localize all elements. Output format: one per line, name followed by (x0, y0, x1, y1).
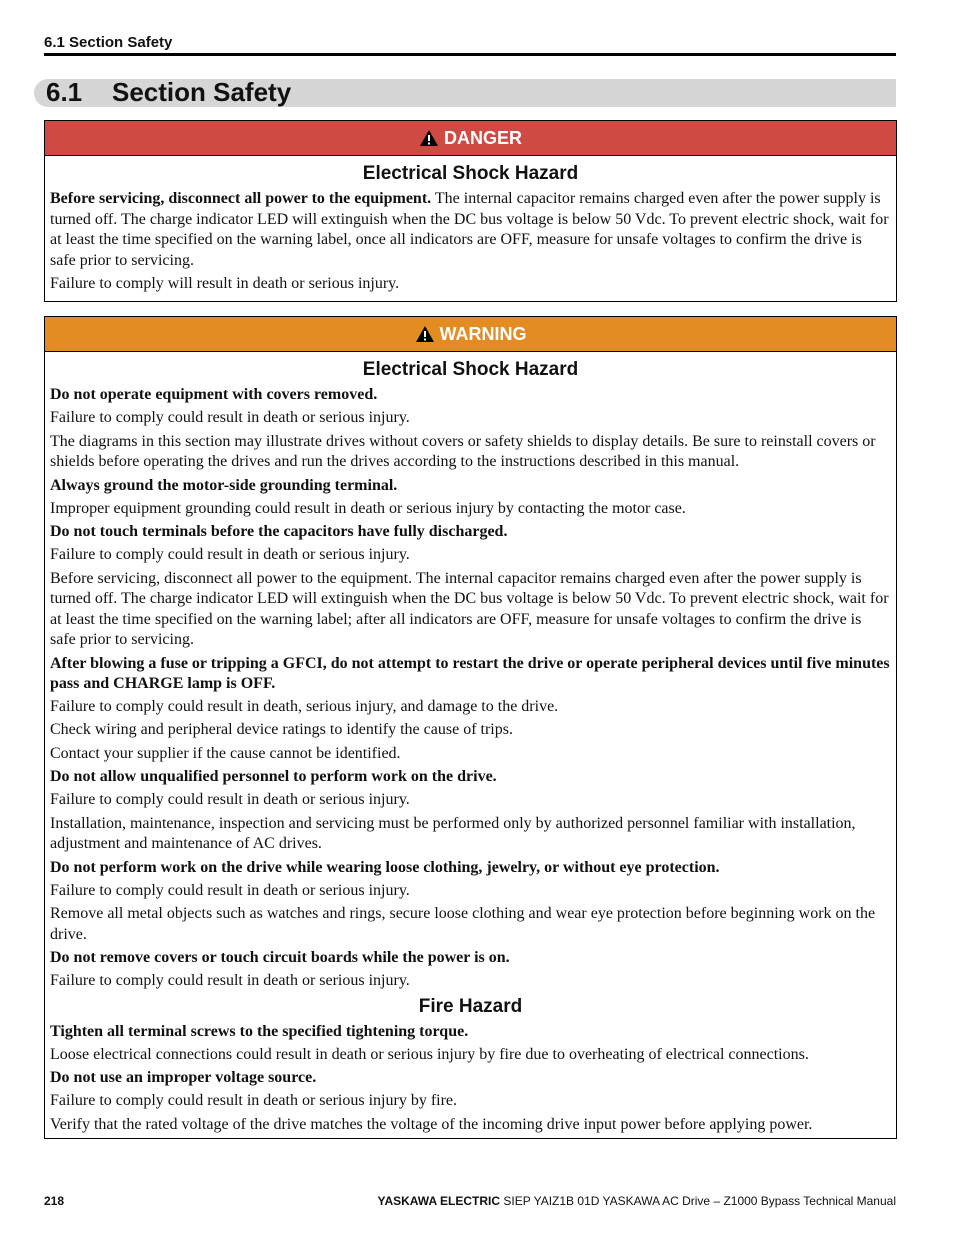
safety-instruction: Do not operate equipment with covers removed. (50, 386, 378, 403)
fire-hazard-content (45, 1022, 896, 1136)
safety-instruction: Do not allow unqualified personnel to perform work on the drive. (50, 768, 497, 785)
danger-bold-lead: Before servicing, disconnect all power to the equipment. (50, 190, 432, 207)
safety-detail: Before servicing, disconnect all power to the equipment. The internal capacitor remains charged even after the power supply is turned off. The charge indicator LED will extinguish when the DC bus voltage is below 50 Vdc. To prevent electric shock, wait for at least the time specified on the warning label; after all indicators are OFF, measure for unsafe voltages to confirm the drive is safe prior to servicing. (50, 569, 889, 648)
section-number: 6.1 (46, 77, 83, 107)
electrical-hazard-title: Electrical Shock Hazard (362, 359, 579, 380)
safety-instruction: Do not use an improper voltage source. (50, 1069, 317, 1086)
warning-triangle-icon (415, 325, 435, 343)
footer-doc-info (378, 1194, 896, 1208)
safety-detail: Contact your supplier if the cause cannot be identified. (50, 744, 401, 762)
safety-detail: Failure to comply could result in death or serious injury. (50, 791, 410, 808)
safety-detail: Failure to comply could result in death or serious injury. (50, 409, 410, 426)
warning-box (44, 316, 897, 1139)
danger-consequence: Failure to comply will result in death or serious injury. (50, 275, 400, 292)
safety-instruction: Do not remove covers or touch circuit boards while the power is on. (50, 949, 510, 966)
electrical-hazard-content (45, 385, 896, 992)
safety-detail: Failure to comply could result in death or serious injury by fire. (50, 1092, 458, 1109)
safety-detail: Failure to comply could result in death or serious injury. (50, 881, 410, 899)
section-heading (46, 77, 291, 108)
safety-detail: Verify that the rated voltage of the drive matches the voltage of the incoming drive input power before applying power. (50, 1115, 813, 1133)
safety-instruction: Always ground the motor-side grounding terminal. (50, 476, 398, 494)
safety-detail: Failure to comply could result in death or serious injury. (50, 972, 410, 989)
footer-doc-title: SIEP YAIZ1B 01D YASKAWA AC Drive – Z1000 Bypass Technical Manual (500, 1194, 896, 1208)
danger-hazard-title: Electrical Shock Hazard (362, 163, 579, 184)
safety-detail: The diagrams in this section may illustrate drives without covers or safety shields to display details. Be sure to reinstall covers or shields before operating the drives and run the drives according to the instructions described in this manual. (50, 432, 876, 470)
danger-header (45, 121, 896, 156)
page-number: 218 (44, 1194, 65, 1208)
safety-instruction: Do not perform work on the drive while wearing loose clothing, jewelry, or without eye protection. (50, 858, 720, 876)
section-title: Section Safety (112, 77, 292, 107)
safety-instruction: Do not touch terminals before the capacitors have fully discharged. (50, 523, 508, 540)
safety-detail: Loose electrical connections could result in death or serious injury by fire due to overheating of electrical connections. (50, 1045, 809, 1063)
danger-body-text: The internal capacitor remains charged even after the power supply is turned off. The charge indicator LED will extinguish when the DC bus voltage is below 50 Vdc. To prevent electric shock, wait for at least the time specified on the warning label, once all indicators are OFF, measure for unsafe voltages to confirm the drive is safe prior to servicing. (50, 190, 889, 269)
running-header: 6.1 Section Safety (44, 34, 173, 51)
safety-detail: Failure to comply could result in death, serious injury, and damage to the drive. (50, 697, 559, 715)
danger-box (44, 120, 897, 302)
safety-instruction: Tighten all terminal screws to the specified tightening torque. (50, 1022, 469, 1040)
danger-label: DANGER (443, 127, 522, 148)
warning-header (45, 317, 896, 352)
safety-detail: Improper equipment grounding could result in death or serious injury by contacting the motor case. (50, 499, 686, 517)
safety-detail: Remove all metal objects such as watches and rings, secure loose clothing and wear eye protection before beginning work on the drive. (50, 905, 876, 943)
safety-detail: Installation, maintenance, inspection and servicing must be performed only by authorized personnel familiar with installation, adjustment and maintenance of AC drives. (50, 814, 856, 852)
header-rule (44, 53, 896, 56)
safety-instruction: After blowing a fuse or tripping a GFCI, do not attempt to restart the drive or operate peripheral devices until five minutes pass and CHARGE lamp is OFF. (50, 654, 890, 692)
safety-detail: Check wiring and peripheral device ratings to identify the cause of trips. (50, 721, 513, 738)
danger-content (45, 189, 896, 295)
fire-hazard-title: Fire Hazard (418, 995, 523, 1017)
danger-paragraph (50, 189, 891, 271)
safety-detail: Failure to comply could result in death or serious injury. (50, 546, 410, 563)
warning-label: WARNING (439, 323, 527, 344)
warning-triangle-icon (419, 129, 439, 147)
footer-brand: YASKAWA ELECTRIC (377, 1194, 501, 1208)
